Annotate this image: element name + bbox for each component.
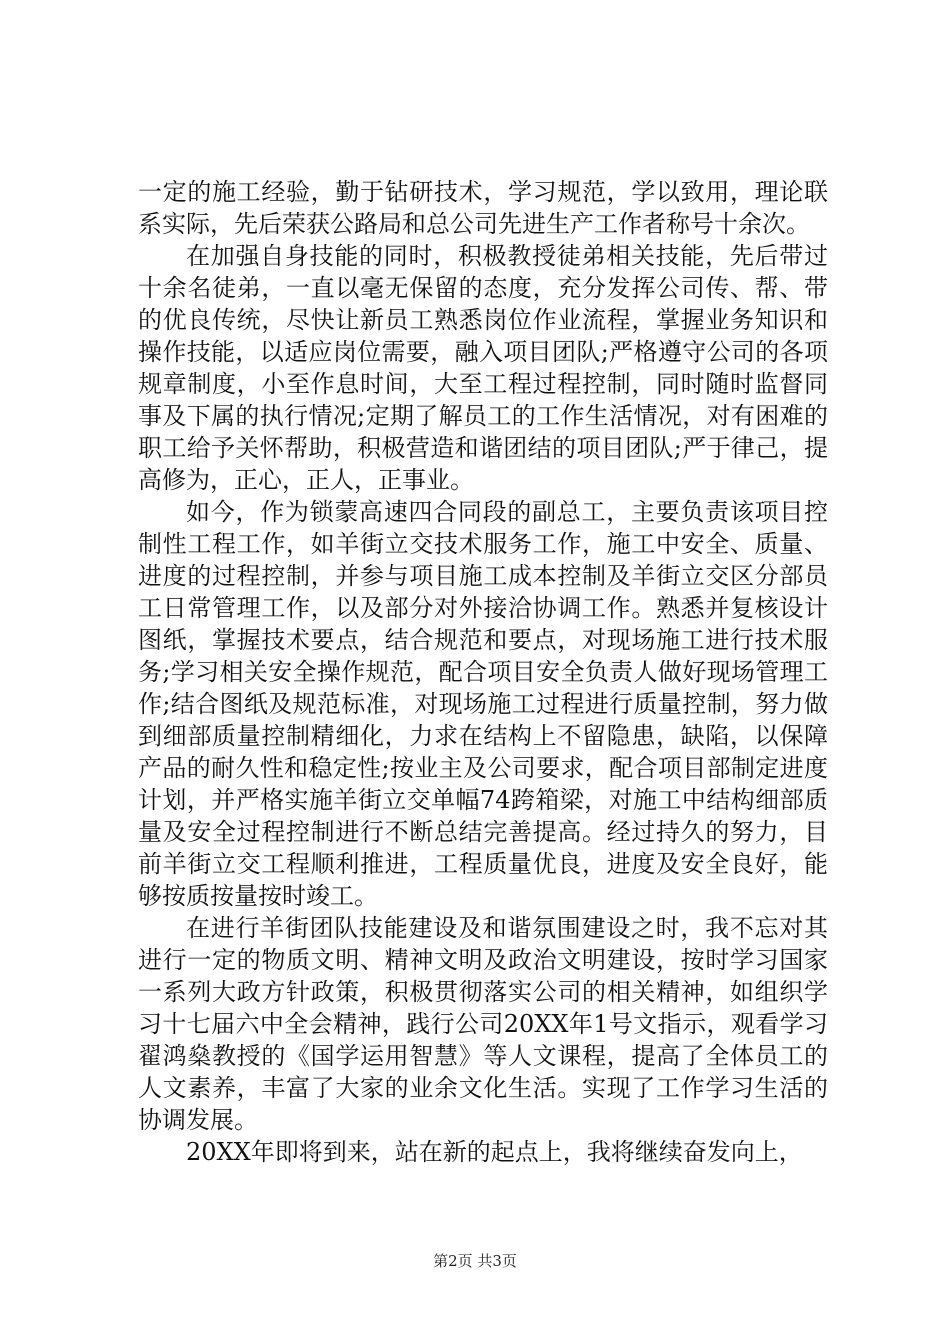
paragraph-2: 在加强自身技能的同时，积极教授徒弟相关技能，先后带过十余名徒弟，一直以毫无保留的态度，充分发挥公司传、帮、带的优良传统，尽快让新员工熟悉岗位作业流程，掌握业务知识和操作技能，以适应岗位需要，融入项目团队;严格遵守公司的各项规章制度，小至作息时间，大至工程过程控制，同时随时监督同事及下属的执行情况;定期了解员工的工作生活情况，对有困难的职工给予关怀帮助，积极营造和谐团结的项目团队;严于律己，提高修为，正心，正人，正事业。 — [138, 242, 828, 494]
paragraph-1: 一定的施工经验，勤于钻研技术，学习规范，学以致用，理论联系实际，先后荣获公路局和总公司先进生产工作者称号十余次。 — [138, 178, 828, 238]
paragraph-4: 在进行羊街团队技能建设及和谐氛围建设之时，我不忘对其进行一定的物质文明、精神文明及政治文明建设，按时学习国家一系列大政方针政策，积极贯彻落实公司的相关精神，如组织学习十七届六中全会精神，践行公司20XX年1号文指示，观看学习翟鸿燊教授的《国学运用智慧》等人文课程，提高了全体员工的人文素养，丰富了大家的业余文化生活。实现了工作学习生活的协调发展。 — [138, 914, 828, 1134]
paragraph-3: 如今，作为锁蒙高速四合同段的副总工，主要负责该项目控制性工程工作，如羊街立交技术服务工作，施工中安全、质量、进度的过程控制，并参与项目施工成本控制及羊街立交区分部员工日常管理工作，以及部分对外接洽协调工作。熟悉并复核设计图纸，掌握技术要点，结合规范和要点，对现场施工进行技术服务;学习相关安全操作规范，配合项目安全负责人做好现场管理工作;结合图纸及规范标准，对现场施工过程进行质量控制，努力做到细部质量控制精细化，力求在结构上不留隐患，缺陷，以保障产品的耐久性和稳定性;按业主及公司要求，配合项目部制定进度计划，并严格实施羊街立交单幅74跨箱梁，对施工中结构细部质量及安全过程控制进行不断总结完善提高。经过持久的努力，目前羊街立交工程顺利推进，工程质量优良，进度及安全良好，能够按质按量按时竣工。 — [138, 498, 828, 910]
document-body — [138, 176, 828, 1168]
page-number-footer: 第2页 共3页 — [433, 1252, 517, 1270]
paragraph-5: 20XX年即将到来，站在新的起点上，我将继续奋发向上， — [186, 1138, 803, 1166]
